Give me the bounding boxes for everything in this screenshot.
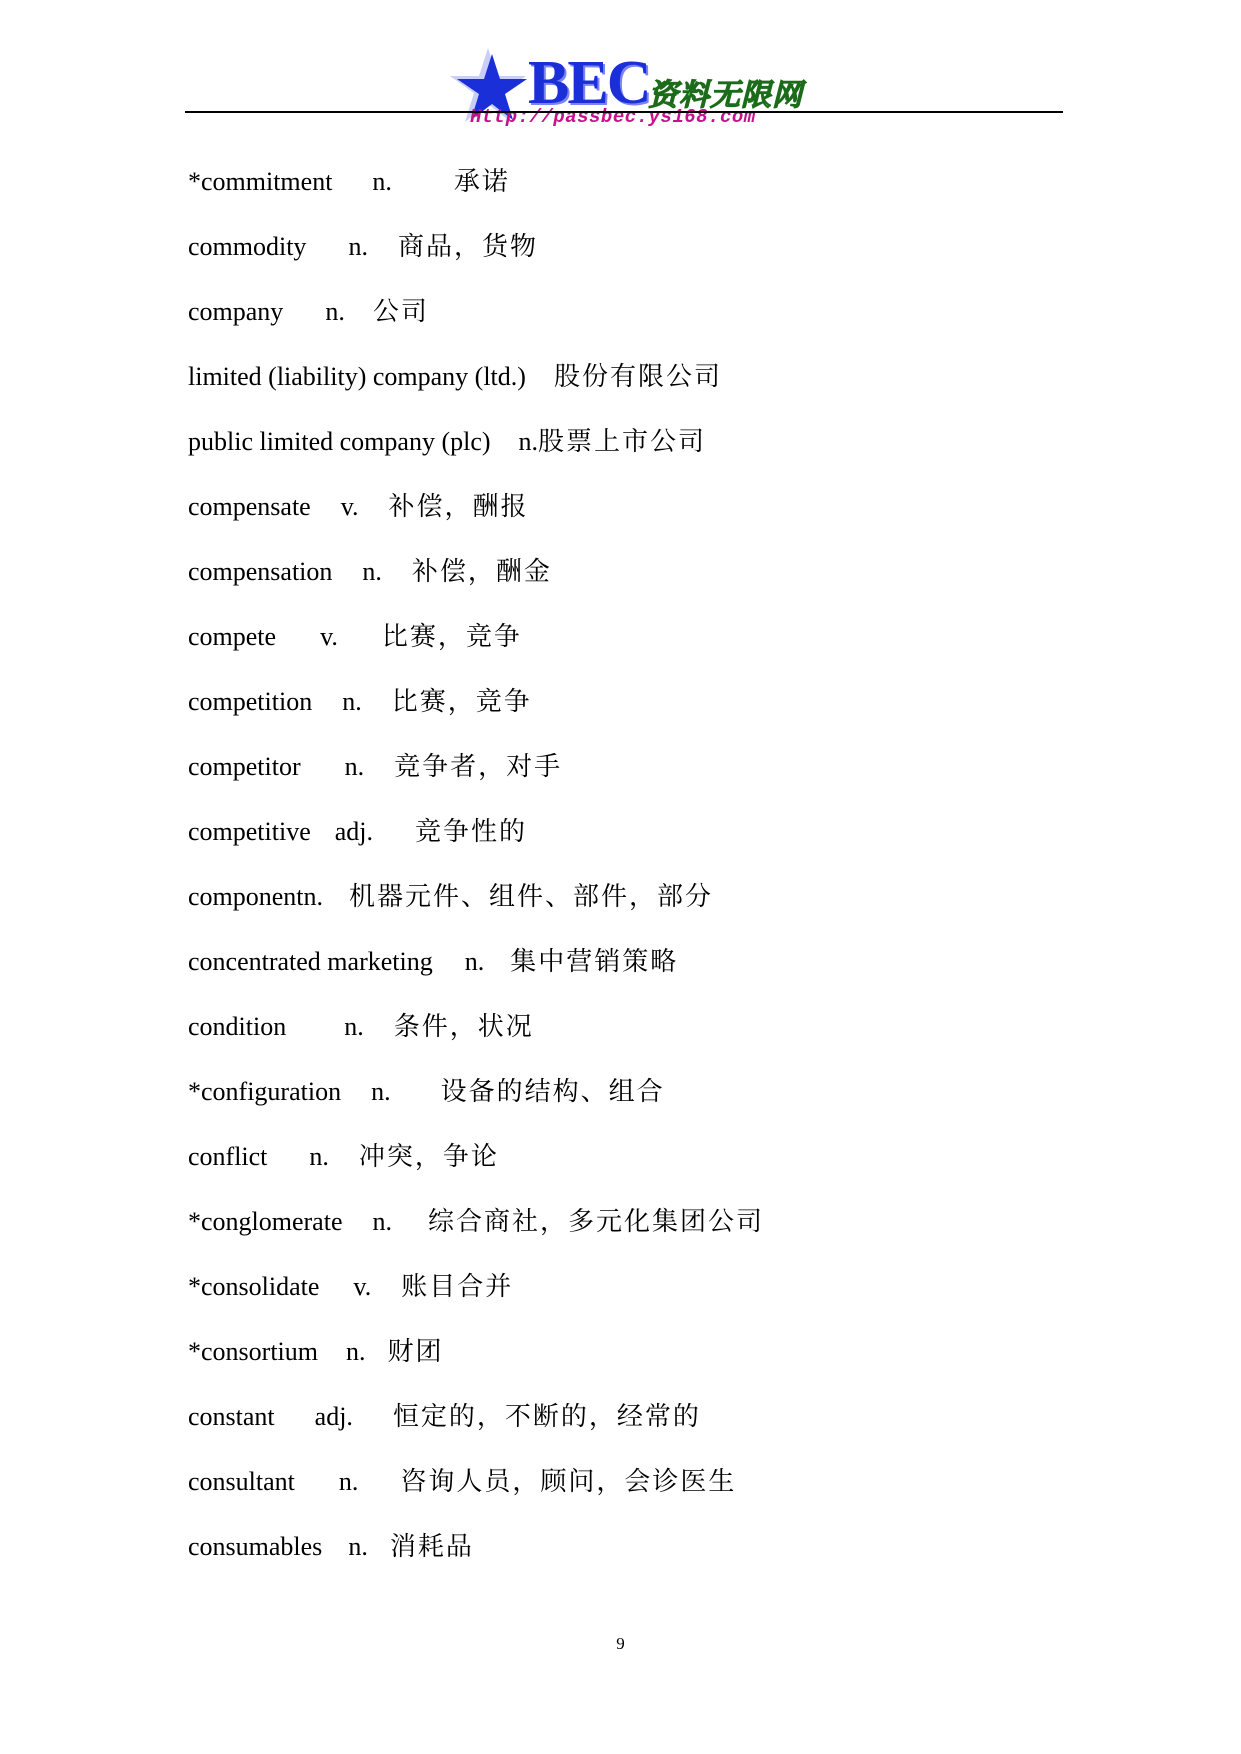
header-rule: [185, 111, 1063, 113]
entry-definition: 综合商社，多元化集团公司: [428, 1207, 765, 1237]
entry-term: *conglomerate: [188, 1207, 343, 1236]
vocab-entry: [188, 877, 764, 942]
entry-definition: 补偿，酬金: [411, 557, 552, 587]
logo-url-text: Http://passbec.ys168.com: [470, 106, 756, 128]
entry-part-of-speech: n.: [372, 1207, 392, 1236]
entry-part-of-speech: adj.: [334, 817, 374, 846]
logo-cn-text: 资料无限网: [648, 78, 803, 113]
page-number: 9: [616, 1634, 625, 1653]
vocab-entry: [188, 1527, 764, 1592]
entry-part-of-speech: n.: [346, 1337, 366, 1366]
entry-term: conflict: [188, 1142, 268, 1171]
vocab-entry: [188, 812, 764, 877]
vocab-entry: [188, 1332, 764, 1397]
entry-part-of-speech: n.: [325, 297, 345, 326]
entry-term: condition: [188, 1012, 287, 1041]
entry-definition: 补偿，酬报: [388, 492, 529, 522]
entry-definition: 股份有限公司: [553, 362, 722, 392]
entry-term: company: [188, 297, 284, 326]
vocab-entry: [188, 487, 764, 552]
entry-term: *commitment: [188, 167, 333, 196]
vocab-entry: [188, 1462, 764, 1527]
entry-part-of-speech: n.: [362, 557, 382, 586]
entry-part-of-speech: adj.: [314, 1402, 353, 1431]
vocab-entry: [188, 422, 764, 487]
entry-definition: 恒定的，不断的，经常的: [392, 1402, 701, 1432]
entry-term: competition: [188, 687, 313, 716]
vocab-entry: [188, 357, 764, 422]
vocab-entry: [188, 747, 764, 812]
entry-definition: 比赛，竞争: [381, 622, 522, 652]
entry-definition: 财团: [387, 1337, 444, 1367]
entry-definition: 承诺: [453, 167, 510, 197]
entry-term: *configuration: [188, 1077, 342, 1106]
vocab-entry: [188, 292, 764, 357]
entry-term: compete: [188, 622, 277, 651]
entry-part-of-speech: n.: [518, 427, 539, 456]
logo-bec-text: BEC: [528, 49, 650, 117]
entry-term: consumables: [188, 1532, 323, 1561]
vocab-entry: [188, 682, 764, 747]
entry-part-of-speech: v.: [340, 492, 359, 521]
entry-part-of-speech: n.: [338, 1467, 359, 1496]
entry-part-of-speech: n.: [348, 232, 368, 261]
vocab-entry: [188, 617, 764, 682]
vocab-entry: [188, 1397, 764, 1462]
entry-definition: 竞争性的: [415, 817, 528, 847]
entry-part-of-speech: n.: [342, 687, 362, 716]
vocab-entry: [188, 552, 764, 617]
entry-term: public limited company (plc): [188, 427, 491, 456]
entry-definition: 股票上市公司: [538, 427, 707, 457]
entry-term: competitive: [188, 817, 311, 846]
entry-definition: 机器元件、组件、部件，部分: [349, 882, 714, 912]
entry-part-of-speech: n.: [344, 752, 365, 781]
entry-part-of-speech: n.: [371, 1077, 391, 1106]
entry-part-of-speech: n.: [344, 1012, 364, 1041]
entry-part-of-speech: n.: [309, 1142, 329, 1171]
entry-term: limited (liability) company (ltd.): [188, 362, 526, 391]
entry-term: *consortium: [188, 1337, 318, 1366]
entry-definition: 冲突，争论: [358, 1142, 499, 1172]
entry-part-of-speech: n.: [348, 1532, 368, 1561]
vocab-entry: [188, 1137, 764, 1202]
entry-definition: 条件，状况: [393, 1012, 534, 1042]
entry-term: componentn.: [188, 882, 324, 911]
entry-term: constant: [188, 1402, 275, 1431]
entry-part-of-speech: v.: [353, 1272, 372, 1301]
entry-definition: 咨询人员，顾问，会诊医生: [400, 1467, 737, 1497]
vocabulary-list: [188, 162, 764, 1592]
vocab-entry: [188, 1007, 764, 1072]
entry-definition: 设备的结构、组合: [440, 1077, 665, 1107]
entry-definition: 消耗品: [389, 1532, 474, 1562]
bec-logo: [448, 44, 828, 134]
entry-definition: 公司: [372, 297, 429, 327]
entry-part-of-speech: n.: [372, 167, 392, 196]
entry-term: commodity: [188, 232, 307, 261]
entry-term: compensation: [188, 557, 333, 586]
vocab-entry: [188, 1202, 764, 1267]
entry-definition: 账目合并: [401, 1272, 514, 1302]
vocab-entry: [188, 162, 764, 227]
entry-term: *consolidate: [188, 1272, 320, 1301]
entry-definition: 比赛，竞争: [391, 687, 532, 717]
entry-definition: 商品，货物: [397, 232, 538, 262]
entry-term: consultant: [188, 1467, 295, 1496]
entry-definition: 集中营销策略: [510, 947, 679, 977]
entry-term: competitor: [188, 752, 301, 781]
vocab-entry: [188, 942, 764, 1007]
entry-part-of-speech: v.: [320, 622, 338, 651]
vocab-entry: [188, 227, 764, 292]
entry-term: concentrated marketing: [188, 947, 433, 976]
entry-definition: 竞争者，对手: [394, 752, 563, 782]
vocab-entry: [188, 1072, 764, 1137]
vocab-entry: [188, 1267, 764, 1332]
entry-term: compensate: [188, 492, 311, 521]
entry-part-of-speech: n.: [464, 947, 485, 976]
